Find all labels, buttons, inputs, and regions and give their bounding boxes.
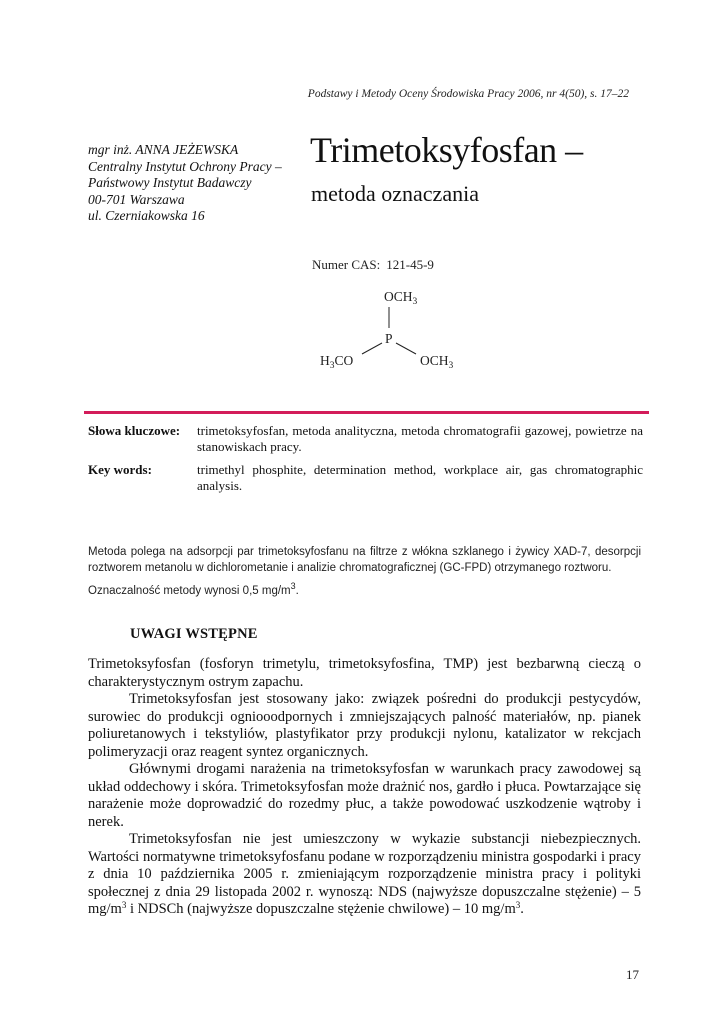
body-paragraph-3: Głównymi drogami narażenia na trimetoksyfosfan w warunkach pracy zawodowej są układ oddechowy i skóra. Trimetoksyfosfan może drażnić nos, gardło i płuca. Powtarzające się narażenie może doprowadzić do rozedmy płuc, a także powodować uszkodzenie wątroby i nerek. [88,761,641,830]
structure-left-group: $H_3CO$ [320,353,354,371]
bond-left [362,343,382,354]
structure-right-group: $OCH_3$ [420,353,454,371]
keywords-pl [88,423,644,457]
author-affiliation-2: Państwowy Instytut Badawczy [88,175,252,190]
structure-center-atom: P [385,331,393,346]
abstract-paragraph-1: Metoda polega na adsorpcji par trimetoksyfosfanu na filtrze z włókna szklanego i żywicy XAD-7, desorpcji roztworem metanolu w dichlorometanie i analizie chromatograficznej (GC-FPD) otrzymanego roztworu. [88,546,641,574]
body-paragraph-2: Trimetoksyfosfan jest stosowany jako: związek pośredni do produkcji pestycydów, surowiec do produkcji ogniooodpornych i zmniejszających palność materiałów, np. pianek poliuretanowych i tekstyliów, plastyfikator przy produkcji nylonu, katalizator w rekcjach polimeryzacji oraz reagent syntez organicznych. [88,691,641,760]
chemical-structure [300,282,500,378]
keywords-pl-text: trimetoksyfosfan, metoda analityczna, metoda chromatografii gazowej, powietrze na stanowiskach pracy. [197,423,643,454]
author-name: mgr inż. ANNA JEŻEWSKA [88,142,239,157]
body-paragraph-4: Trimetoksyfosfan nie jest umieszczony w wykazie substancji niebezpiecznych. Wartości normatywne trimetoksyfosfanu podane w rozporządzeniu ministra gospodarki i pracy z dnia 10 października 2005 r. zmieniającym rozporządzenie ministra pracy i polityki społecznej z dnia 29 listopada 2002 r. wynoszą: NDS (najwyższe dopuszczalne stężenie) – 5 $mg/m^3$ i NDSCh (najwyższe dopuszczalne stężenie chwilowe) – 10 $mg/m^3$. [88,831,641,917]
structure-top-group: $OCH_3$ [384,289,418,307]
author-block [88,142,282,225]
abstract [88,545,641,600]
page-number: 17 [626,967,639,982]
cas-number [312,257,434,273]
article-subtitle: metoda oznaczania [311,181,479,206]
article-title: Trimetoksyfosfan – [310,130,583,170]
author-affiliation-1: Centralny Instytut Ochrony Pracy – [88,158,282,174]
cas-label: Numer CAS: [312,257,381,272]
section-heading: UWAGI WSTĘPNE [130,626,258,642]
cas-value: 121-45-9 [386,257,434,272]
keywords-pl-label: Słowa kluczowe: [88,423,181,438]
keywords-en-label: Key words: [88,462,152,477]
body-paragraph-1: Trimetoksyfosfan (fosforyn trimetylu, trimetoksyfosfina, TMP) jest bezbarwną cieczą o charakterystycznym ostrym zapachu. [88,656,641,690]
author-street: ul. Czerniakowska 16 [88,208,205,223]
keywords-en-text: trimethyl phosphite, determination method, workplace air, gas chromatographic analysis. [197,462,643,493]
bond-right [396,343,416,354]
journal-reference: Podstawy i Metody Oceny Środowiska Pracy 2006, nr 4(50), s. 17–22 [307,88,629,100]
keywords-en [88,462,644,496]
section-rule [84,411,649,414]
body-text [88,656,641,919]
abstract-paragraph-2: Oznaczalność metody wynosi 0,5 $mg/m^3$. [88,581,299,597]
author-postal: 00-701 Warszawa [88,191,185,207]
